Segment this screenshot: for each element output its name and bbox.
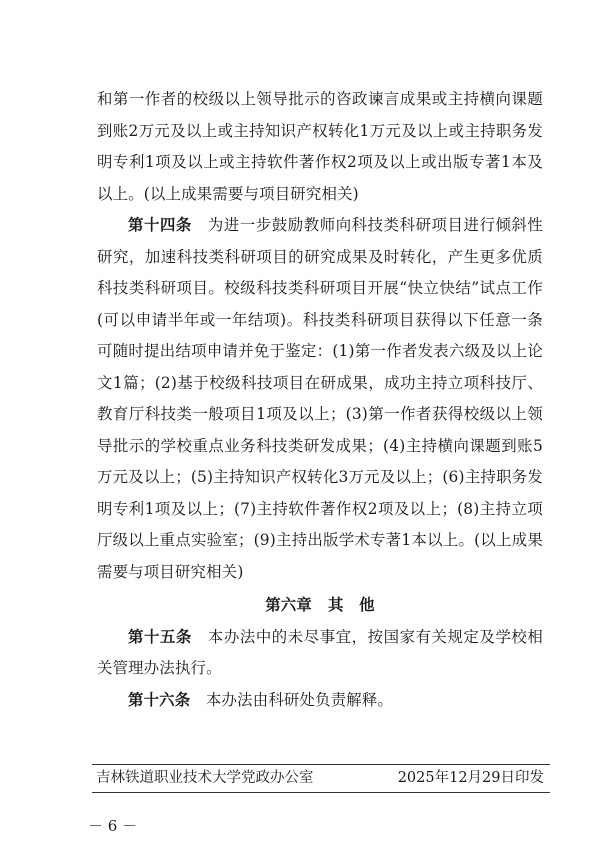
footer-bottom-rule	[92, 792, 550, 793]
footer-top-rule	[92, 764, 550, 765]
intro-paragraph: 和第一作者的校级以上领导批示的咨政谏言成果或主持横向课题到账2万元及以上或主持知识产权转化1万元及以上或主持职务发明专利1项及以上或主持软件著作权2项及以上或出版专著1本及以上。(以上成果需要与项目研究相关)	[97, 90, 543, 203]
page-number: － 6 －	[88, 817, 138, 835]
article-16-text: 本办法由科研处负责解释。	[205, 690, 394, 709]
footer-date: 2025年12月29日印发	[397, 770, 544, 786]
chapter-heading	[97, 590, 543, 622]
footer-issuer: 吉林铁道职业技术大学党政办公室	[96, 770, 314, 786]
article-14-text: 为进一步鼓励教师向科技类科研项目进行倾斜性研究，加速科技类科研项目的研究成果及时转化，产生更多优质科技类科研项目。校级科技类科研项目开展“快立快结”试点工作(可以申请半年或一年结项)。科技类科研项目获得以下任意一条可随时提出结项申请并免于鉴定：(1)第一作者发表六级及以上论文1篇；(2)基于校级科技项目在研成果，成功主持立项科技厅、教育厅科技类一般项目1项及以上；(3)第一作者获得校级以上领导批示的学校重点业务科技类研发成果；(4)主持横向课题到账5万元及以上；(5)主持知识产权转化3万元及以上；(6)主持职务发明专利1项及以上；(7)主持软件著作权2项及以上；(8)主持立项厅级以上重点实验室；(9)主持出版学术专著1本以上。(以上成果需要与项目研究相关)	[97, 216, 543, 581]
article-14	[97, 210, 543, 588]
article-15	[97, 622, 543, 685]
article-16	[97, 685, 543, 717]
document-body	[97, 84, 543, 716]
chapter-number: 第六章	[265, 596, 312, 614]
article-16-label: 第十六条	[128, 690, 191, 709]
article-14-label: 第十四条	[128, 216, 192, 234]
article-15-text: 本办法中的未尽事宜，按国家有关规定及学校相关管理办法执行。	[97, 627, 543, 677]
chapter-title: 其 他	[328, 596, 375, 614]
article-15-label: 第十五条	[128, 627, 192, 646]
